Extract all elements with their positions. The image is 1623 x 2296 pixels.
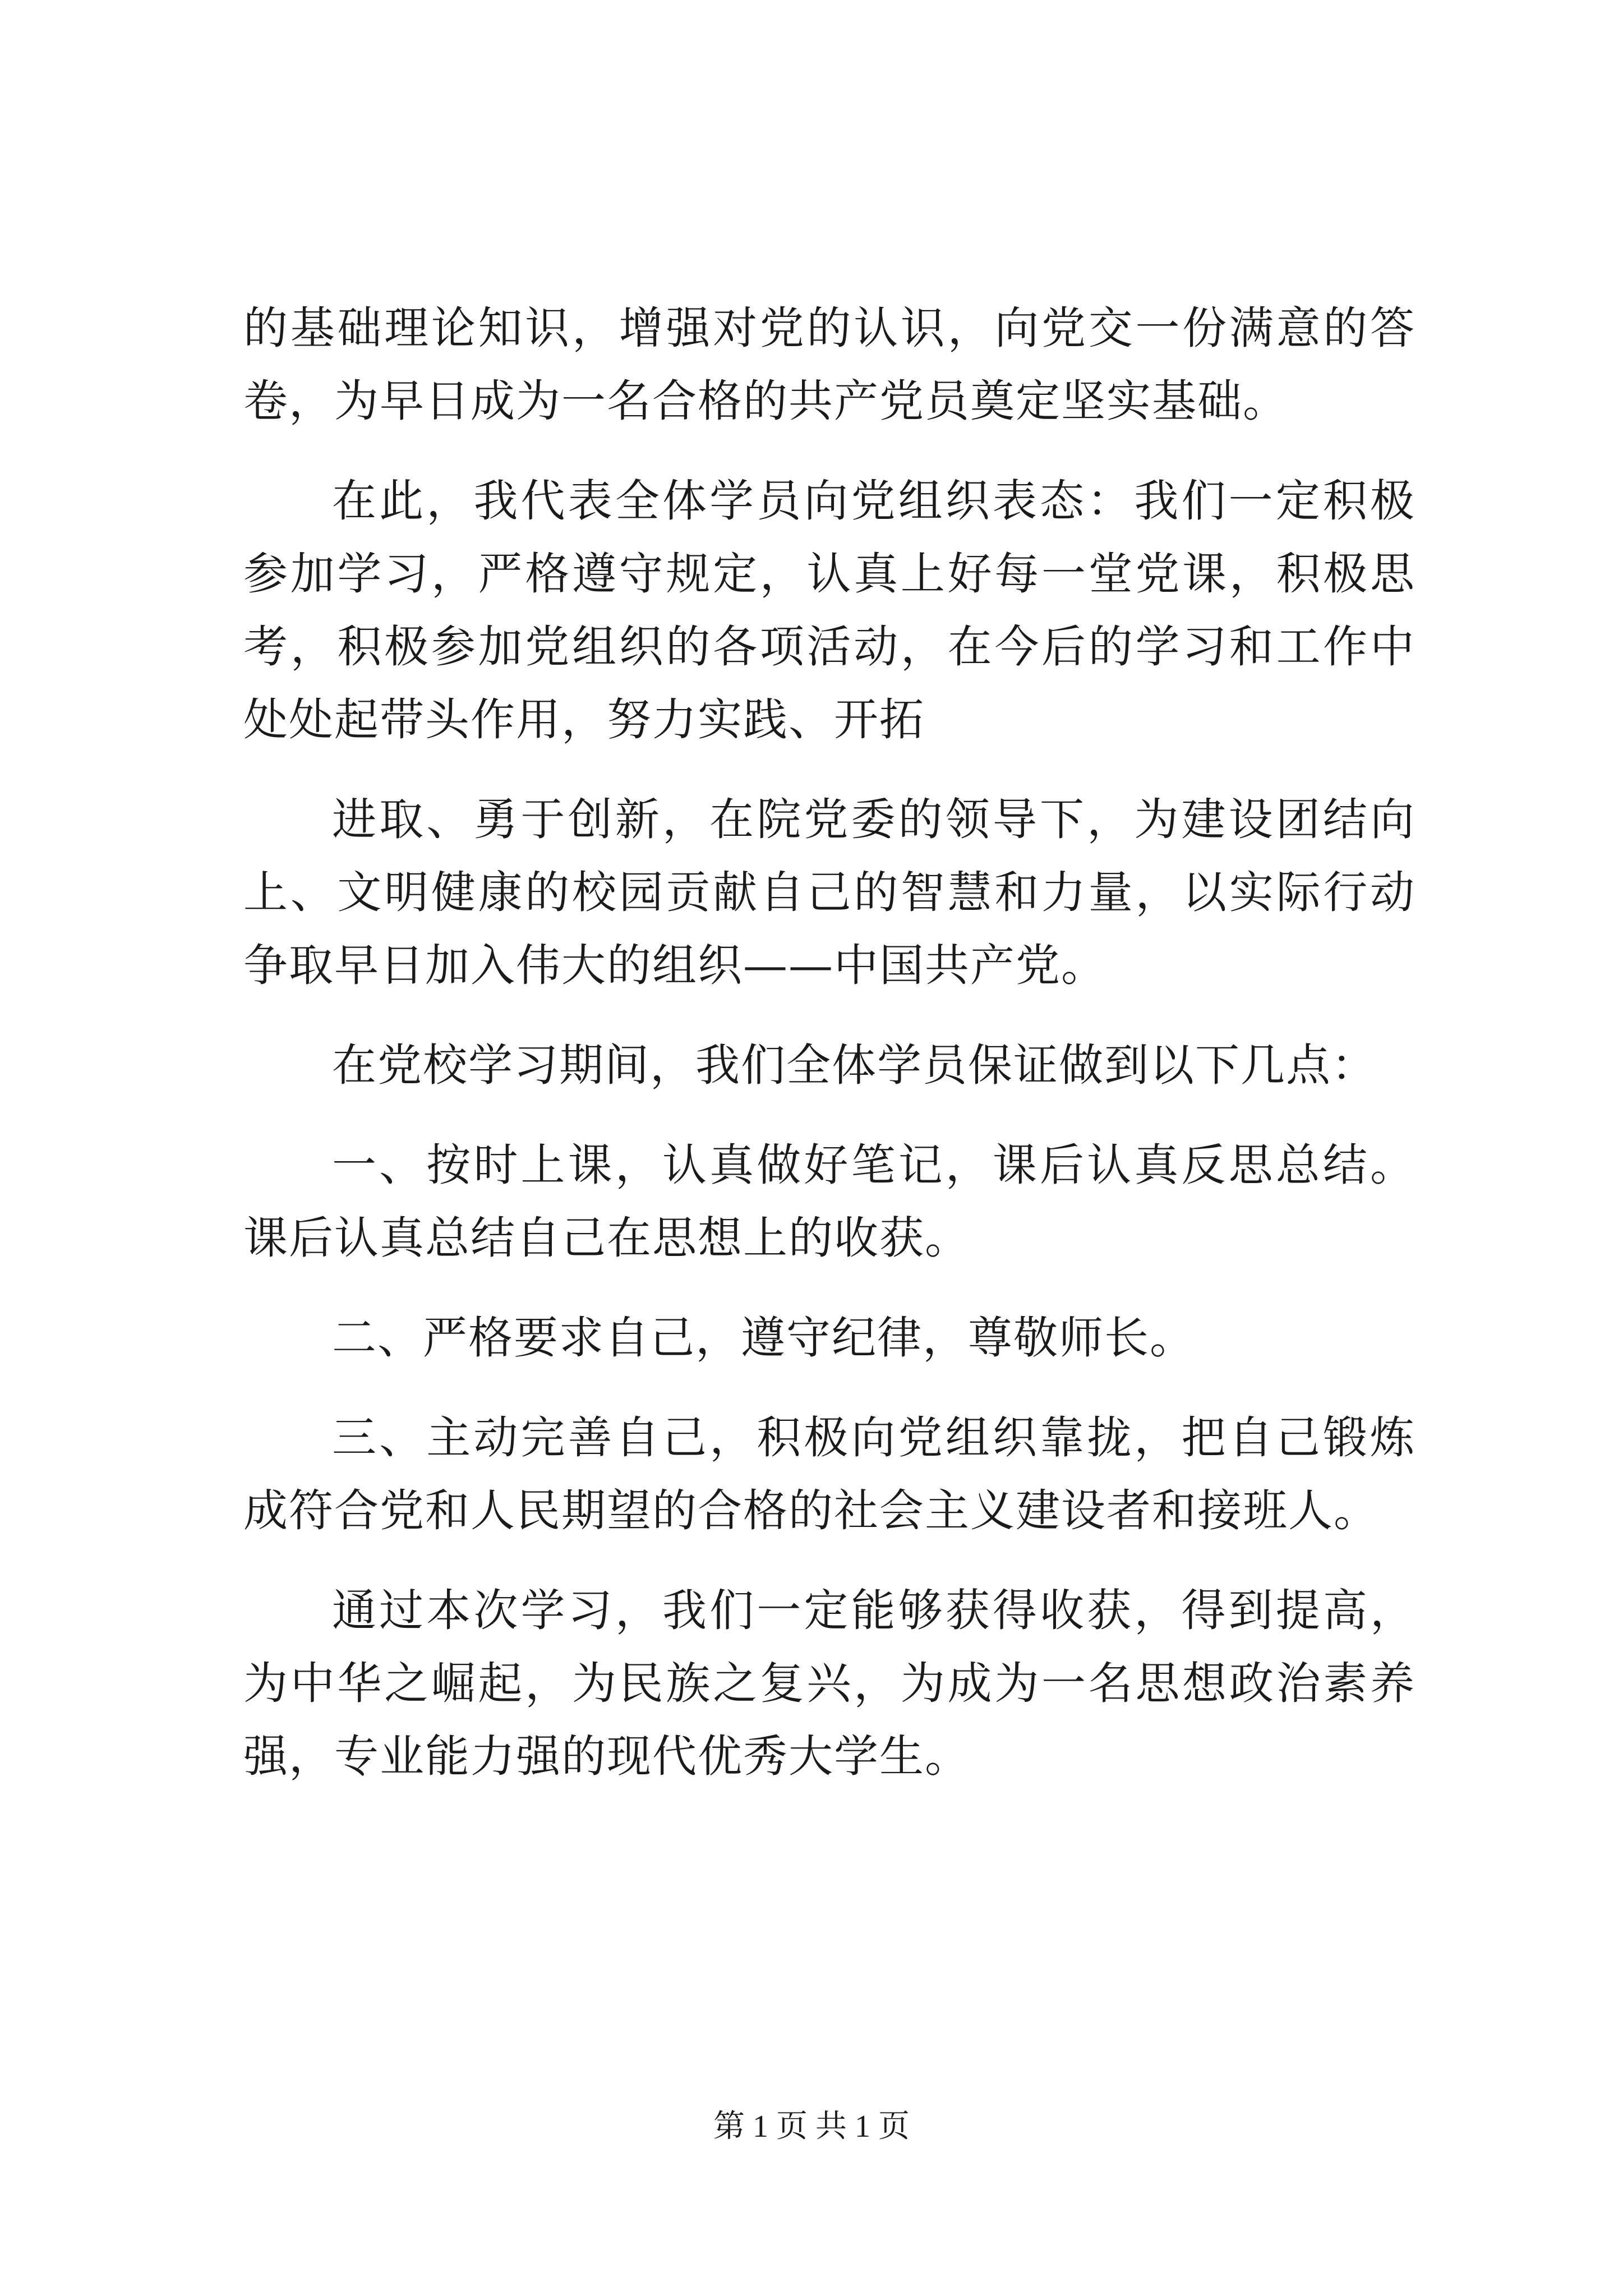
paragraph-pledge: 在此，我代表全体学员向党组织表态：我们一定积极参加学习，严格遵守规定，认真上好每一堂党课，积极思考，积极参加党组织的各项活动，在今后的学习和工作中处处起带头作用，努力实践、开拓	[243, 475, 1415, 746]
paragraph-commitment-1: 一、按时上课，认真做好笔记，课后认真反思总结。课后认真总结自己在思想上的收获。	[243, 1139, 1415, 1264]
paragraph-commitment-3: 三、主动完善自己，积极向党组织靠拢，把自己锻炼成符合党和人民期望的合格的社会主义建设者和接班人。	[243, 1412, 1415, 1536]
page-number-footer: 第 1 页 共 1 页	[713, 2109, 910, 2144]
document-body	[243, 292, 1415, 1820]
paragraph-commitments-intro: 在党校学习期间，我们全体学员保证做到以下几点：	[332, 1039, 1377, 1091]
paragraph-pledge-continued: 进取、勇于创新，在院党委的领导下，为建设团结向上、文明健康的校园贡献自己的智慧和力量，以实际行动争取早日加入伟大的组织——中国共产党。	[243, 794, 1415, 991]
paragraph-conclusion: 通过本次学习，我们一定能够获得收获，得到提高，为中华之崛起，为民族之复兴，为成为一名思想政治素养强，专业能力强的现代优秀大学生。	[243, 1585, 1415, 1782]
paragraph-commitment-2: 二、严格要求自己，遵守纪律，尊敬师长。	[332, 1312, 1195, 1364]
paragraph-continuation: 的基础理论知识，增强对党的认识，向党交一份满意的答卷，为早日成为一名合格的共产党员奠定坚实基础。	[243, 302, 1415, 427]
